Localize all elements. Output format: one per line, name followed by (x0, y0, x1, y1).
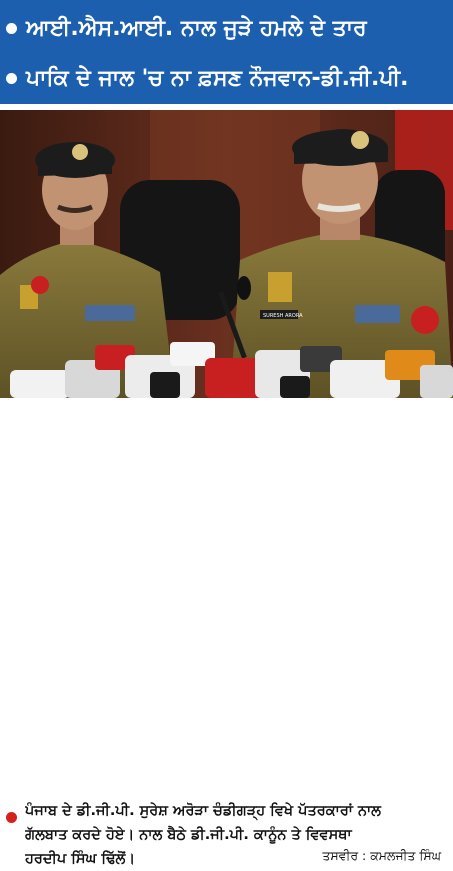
news-photo (0, 110, 453, 398)
headline-1 (6, 6, 449, 50)
name-tag-text: SURESH ARORA (263, 313, 303, 319)
headline-2-text: ਪਾਕਿ ਦੇ ਜਾਲ 'ਚ ਨਾ ਫ਼ਸਣ ਨੌਜਵਾਨ-ਡੀ.ਜੀ.ਪੀ. (26, 65, 409, 91)
photo-credit: ਤਸਵੀਰ : ਕਮਲਜੀਤ ਸਿੰਘ (322, 848, 441, 863)
bullet-icon (6, 73, 17, 84)
bullet-icon (6, 23, 17, 34)
headline-2 (6, 56, 449, 100)
caption-bullet-icon (6, 812, 17, 823)
headline-banner (0, 0, 453, 104)
headline-1-text: ਆਈ.ਐਸ.ਆਈ. ਨਾਲ ਜੁੜੇ ਹਮਲੇ ਦੇ ਤਾਰ (26, 15, 367, 41)
caption-line: ਹਰਦੀਪ ਸਿੰਘ ਢਿੱਲੋਂ। (25, 851, 136, 867)
caption-line: ਗੱਲਬਾਤ ਕਰਦੇ ਹੋਏ। ਨਾਲ ਬੈਠੇ ਡੀ.ਜੀ.ਪੀ. ਕਾਨੂੰਨ ਤੇ ਵਿਵਸਥਾ (25, 827, 352, 843)
press-conference-photo (0, 110, 453, 398)
caption-line: ਪੰਜਾਬ ਦੇ ਡੀ.ਜੀ.ਪੀ. ਸੁਰੇਸ਼ ਅਰੋੜਾ ਚੰਡੀਗੜ੍ਹ ਵਿਖੇ ਪੱਤਰਕਾਰਾਂ ਨਾਲ (25, 803, 381, 819)
photo-caption (0, 398, 453, 867)
